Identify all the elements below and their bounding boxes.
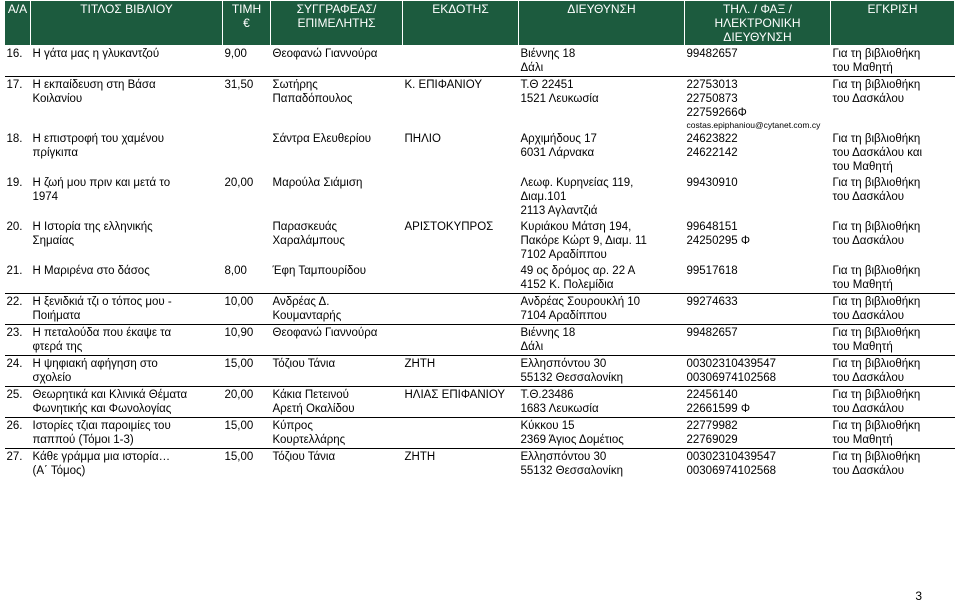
table-row	[5, 263, 955, 294]
contact: 22753013 22750873 22759266Φ	[686, 79, 747, 119]
row-number-cell	[5, 418, 31, 449]
publisher-cell	[403, 449, 519, 480]
approval: Για τη βιβλιοθήκη του Δασκάλου	[832, 358, 921, 384]
contact-cell	[685, 263, 831, 294]
approval-cell	[831, 356, 955, 387]
contact: 99430910	[686, 177, 738, 189]
publisher-cell	[403, 325, 519, 356]
book-title: Η επιστροφή του χαμένου πρίγκιπα	[32, 133, 165, 159]
row-number-cell	[5, 356, 31, 387]
address-cell	[519, 325, 685, 356]
address-cell	[519, 294, 685, 325]
approval-cell	[831, 418, 955, 449]
book-title: Η Μαριρένα στο δάσος	[32, 265, 150, 277]
author-cell	[271, 356, 403, 387]
contact-cell	[685, 387, 831, 418]
approval: Για τη βιβλιοθήκη του Μαθητή	[832, 265, 921, 291]
book-title: Η εκπαίδευση στη Βάσα Κοιλανίου	[32, 79, 156, 105]
publisher-cell	[403, 219, 519, 263]
author: Σάντρα Ελευθερίου	[272, 133, 372, 145]
book-title: Ιστορίες τζιαι παροιμίες του παππού (Τόμοι 1-3)	[32, 420, 171, 446]
approval-cell	[831, 219, 955, 263]
address: Τ.Θ 22451 1521 Λευκωσία	[520, 79, 599, 105]
approval-cell	[831, 387, 955, 418]
row-number-cell	[5, 77, 31, 132]
address-cell	[519, 263, 685, 294]
row-number: 26.	[6, 420, 23, 432]
approval: Για τη βιβλιοθήκη του Μαθητή	[832, 420, 921, 446]
price: 20,00	[224, 177, 254, 189]
publisher-cell	[403, 294, 519, 325]
price-cell	[223, 325, 271, 356]
row-number: 20.	[6, 221, 23, 233]
author-cell	[271, 325, 403, 356]
author-cell	[271, 77, 403, 132]
approval-cell	[831, 131, 955, 175]
approval: Για τη βιβλιοθήκη του Δασκάλου	[832, 221, 921, 247]
price-cell	[223, 263, 271, 294]
price-cell	[223, 219, 271, 263]
publisher-cell	[403, 418, 519, 449]
approval-cell	[831, 263, 955, 294]
author: Ανδρέας Δ. Κουμανταρής	[272, 296, 342, 322]
author-cell	[271, 46, 403, 77]
col-header-title: ΤΙΤΛΟΣ ΒΙΒΛΙΟΥ	[31, 1, 223, 46]
author: Παρασκευάς Χαραλάμπους	[272, 221, 345, 247]
approval: Για τη βιβλιοθήκη του Μαθητή	[832, 327, 921, 353]
price: 20,00	[224, 389, 254, 401]
contact-cell	[685, 46, 831, 77]
book-title-cell	[31, 294, 223, 325]
approval-cell	[831, 449, 955, 480]
contact-cell	[685, 418, 831, 449]
col-header-aa: Α/Α	[5, 1, 31, 46]
price-cell	[223, 46, 271, 77]
row-number: 24.	[6, 358, 23, 370]
row-number: 27.	[6, 451, 23, 463]
price-cell	[223, 77, 271, 132]
book-title-cell	[31, 175, 223, 219]
address: Λεωφ. Κυρηνείας 119, Διαμ.101 2113 Αγλαντζιά	[520, 177, 634, 217]
price-cell	[223, 387, 271, 418]
price-cell	[223, 294, 271, 325]
publisher-cell	[403, 356, 519, 387]
row-number: 17.	[6, 79, 23, 91]
contact-cell	[685, 325, 831, 356]
row-number-cell	[5, 294, 31, 325]
address: Κυριάκου Μάτση 194, Πακόρε Κώρτ 9, Διαμ. 11 7102 Αραδίππου	[520, 221, 647, 261]
contact-cell	[685, 356, 831, 387]
author-cell	[271, 219, 403, 263]
author: Σωτήρης Παπαδόπουλος	[272, 79, 353, 105]
publisher-cell	[403, 131, 519, 175]
publisher: ΑΡΙΣΤΟΚΥΠΡΟΣ	[404, 221, 494, 233]
page-number: 3	[915, 589, 922, 603]
table-row	[5, 418, 955, 449]
contact-cell	[685, 294, 831, 325]
row-number: 22.	[6, 296, 23, 308]
publisher: Κ. ΕΠΙΦΑΝΙΟΥ	[404, 79, 482, 91]
contact: 24623822 24622142	[686, 133, 738, 159]
price: 31,50	[224, 79, 254, 91]
contact: 22779982 22769029	[686, 420, 738, 446]
address-cell	[519, 131, 685, 175]
approval-cell	[831, 77, 955, 132]
address-cell	[519, 46, 685, 77]
col-header-approval: ΕΓΚΡΙΣΗ	[831, 1, 955, 46]
address-cell	[519, 449, 685, 480]
publisher: ΠΗΛΙΟ	[404, 133, 441, 145]
col-header-publisher: ΕΚΔΟΤΗΣ	[403, 1, 519, 46]
approval: Για τη βιβλιοθήκη του Δασκάλου	[832, 177, 921, 203]
row-number: 18.	[6, 133, 23, 145]
price: 8,00	[224, 265, 247, 277]
row-number-cell	[5, 46, 31, 77]
author: Θεοφανώ Γιαννούρα	[272, 48, 378, 60]
book-title-cell	[31, 325, 223, 356]
publisher-cell	[403, 387, 519, 418]
author-cell	[271, 387, 403, 418]
book-title: Η ζωή μου πριν και μετά το 1974	[32, 177, 171, 203]
table-row	[5, 46, 955, 77]
author: Τόζιου Τάνια	[272, 358, 336, 370]
table-row	[5, 387, 955, 418]
row-number-cell	[5, 449, 31, 480]
address-cell	[519, 356, 685, 387]
publisher-cell	[403, 46, 519, 77]
row-number: 16.	[6, 48, 23, 60]
approval: Για τη βιβλιοθήκη του Δασκάλου	[832, 451, 921, 477]
address-cell	[519, 175, 685, 219]
contact: 99648151 24250295 Φ	[686, 221, 751, 247]
row-number: 21.	[6, 265, 23, 277]
row-number-cell	[5, 175, 31, 219]
book-title: Η Ιστορία της ελληνικής Σημαίας	[32, 221, 153, 247]
book-title: Η ξενιδκιά τζι ο τόπος μου - Ποιήματα	[32, 296, 172, 322]
books-table-body	[5, 46, 955, 480]
author: Τόζιου Τάνια	[272, 451, 336, 463]
author: Θεοφανώ Γιαννούρα	[272, 327, 378, 339]
price: 9,00	[224, 48, 247, 60]
book-title-cell	[31, 449, 223, 480]
contact-cell	[685, 449, 831, 480]
address: Ελλησπόντου 30 55132 Θεσσαλονίκη	[520, 451, 624, 477]
col-header-price: ΤΙΜΗ €	[223, 1, 271, 46]
price-cell	[223, 356, 271, 387]
row-number: 19.	[6, 177, 23, 189]
address: Κύκκου 15 2369 Άγιος Δομέτιος	[520, 420, 624, 446]
address-cell	[519, 219, 685, 263]
address: Ελλησπόντου 30 55132 Θεσσαλονίκη	[520, 358, 624, 384]
book-title: Κάθε γράμμα μια ιστορία… (Α΄ Τόμος)	[32, 451, 171, 477]
price-cell	[223, 418, 271, 449]
author-cell	[271, 449, 403, 480]
approval: Για τη βιβλιοθήκη του Δασκάλου	[832, 296, 921, 322]
book-title-cell	[31, 77, 223, 132]
publisher: ΖΗΤΗ	[404, 451, 436, 463]
approval-cell	[831, 46, 955, 77]
table-row	[5, 294, 955, 325]
price: 15,00	[224, 420, 254, 432]
publisher: ΗΛΙΑΣ ΕΠΙΦΑΝΙΟΥ	[404, 389, 506, 401]
author-cell	[271, 418, 403, 449]
contact-cell	[685, 131, 831, 175]
address-cell	[519, 387, 685, 418]
row-number-cell	[5, 325, 31, 356]
price-cell	[223, 175, 271, 219]
address: Αρχιμήδους 17 6031 Λάρνακα	[520, 133, 597, 159]
price: 15,00	[224, 358, 254, 370]
row-number-cell	[5, 219, 31, 263]
book-title: Η πεταλούδα που έκαψε τα φτερά της	[32, 327, 172, 353]
address-cell	[519, 418, 685, 449]
row-number-cell	[5, 387, 31, 418]
row-number: 23.	[6, 327, 23, 339]
header-row	[5, 1, 955, 46]
books-table	[4, 0, 955, 479]
author-cell	[271, 263, 403, 294]
price: 10,90	[224, 327, 254, 339]
approval-cell	[831, 325, 955, 356]
author: Έφη Ταμπουρίδου	[272, 265, 367, 277]
table-row	[5, 175, 955, 219]
book-title-cell	[31, 356, 223, 387]
book-title-cell	[31, 131, 223, 175]
email-address: costas.epiphaniou@cytanet.com.cy	[686, 120, 821, 130]
book-title-cell	[31, 219, 223, 263]
publisher-cell	[403, 175, 519, 219]
book-title: Η γάτα μας η γλυκαντζού	[32, 48, 160, 60]
book-title-cell	[31, 418, 223, 449]
contact: 99482657	[686, 48, 738, 60]
approval-cell	[831, 175, 955, 219]
book-title: Η ψηφιακή αφήγηση στο σχολείο	[32, 358, 158, 384]
book-title-cell	[31, 46, 223, 77]
author: Κάκια Πετεινού Αρετή Οκαλίδου	[272, 389, 355, 415]
contact: 00302310439547 00306974102568	[686, 451, 777, 477]
contact-cell	[685, 219, 831, 263]
approval: Για τη βιβλιοθήκη του Δασκάλου και του Μαθητή	[832, 133, 923, 173]
table-row	[5, 77, 955, 132]
contact: 00302310439547 00306974102568	[686, 358, 777, 384]
address: Ανδρέας Σουρουκλή 10 7104 Αραδίππου	[520, 296, 641, 322]
book-title: Θεωρητικά και Κλινικά Θέματα Φωνητικής και Φωνολογίας	[32, 389, 188, 415]
publisher: ΖΗΤΗ	[404, 358, 436, 370]
col-header-address: ΔΙΕΥΘΥΝΣΗ	[519, 1, 685, 46]
approval-cell	[831, 294, 955, 325]
approval: Για τη βιβλιοθήκη του Δασκάλου	[832, 389, 921, 415]
table-row	[5, 219, 955, 263]
author-cell	[271, 175, 403, 219]
row-number: 25.	[6, 389, 23, 401]
row-number-cell	[5, 131, 31, 175]
author-cell	[271, 131, 403, 175]
contact-cell	[685, 175, 831, 219]
contact: 99274633	[686, 296, 738, 308]
table-row	[5, 131, 955, 175]
approval: Για τη βιβλιοθήκη του Μαθητή	[832, 48, 921, 74]
table-row	[5, 325, 955, 356]
price: 10,00	[224, 296, 254, 308]
price: 15,00	[224, 451, 254, 463]
table-row	[5, 356, 955, 387]
address: 49 ος δρόμος αρ. 22 Α 4152 Κ. Πολεμίδια	[520, 265, 636, 291]
row-number-cell	[5, 263, 31, 294]
address: Βιέννης 18 Δάλι	[520, 48, 576, 74]
book-title-cell	[31, 263, 223, 294]
table-row	[5, 449, 955, 480]
contact: 22456140 22661599 Φ	[686, 389, 751, 415]
col-header-contact: ΤΗΛ. / ΦΑΞ / ΗΛΕΚΤΡΟΝΙΚΗ ΔΙΕΥΘΥΝΣΗ	[685, 1, 831, 46]
author: Κύπρος Κουρτελλάρης	[272, 420, 346, 446]
address-cell	[519, 77, 685, 132]
address: Βιέννης 18 Δάλι	[520, 327, 576, 353]
price-cell	[223, 449, 271, 480]
approval: Για τη βιβλιοθήκη του Δασκάλου	[832, 79, 921, 105]
col-header-author: ΣΥΓΓΡΑΦΕΑΣ/ ΕΠΙΜΕΛΗΤΗΣ	[271, 1, 403, 46]
book-title-cell	[31, 387, 223, 418]
publisher-cell	[403, 263, 519, 294]
contact-cell	[685, 77, 831, 132]
contact: 99517618	[686, 265, 738, 277]
price-cell	[223, 131, 271, 175]
author: Μαρούλα Σιάμιση	[272, 177, 363, 189]
publisher-cell	[403, 77, 519, 132]
contact: 99482657	[686, 327, 738, 339]
address: Τ.Θ.23486 1683 Λευκωσία	[520, 389, 599, 415]
author-cell	[271, 294, 403, 325]
